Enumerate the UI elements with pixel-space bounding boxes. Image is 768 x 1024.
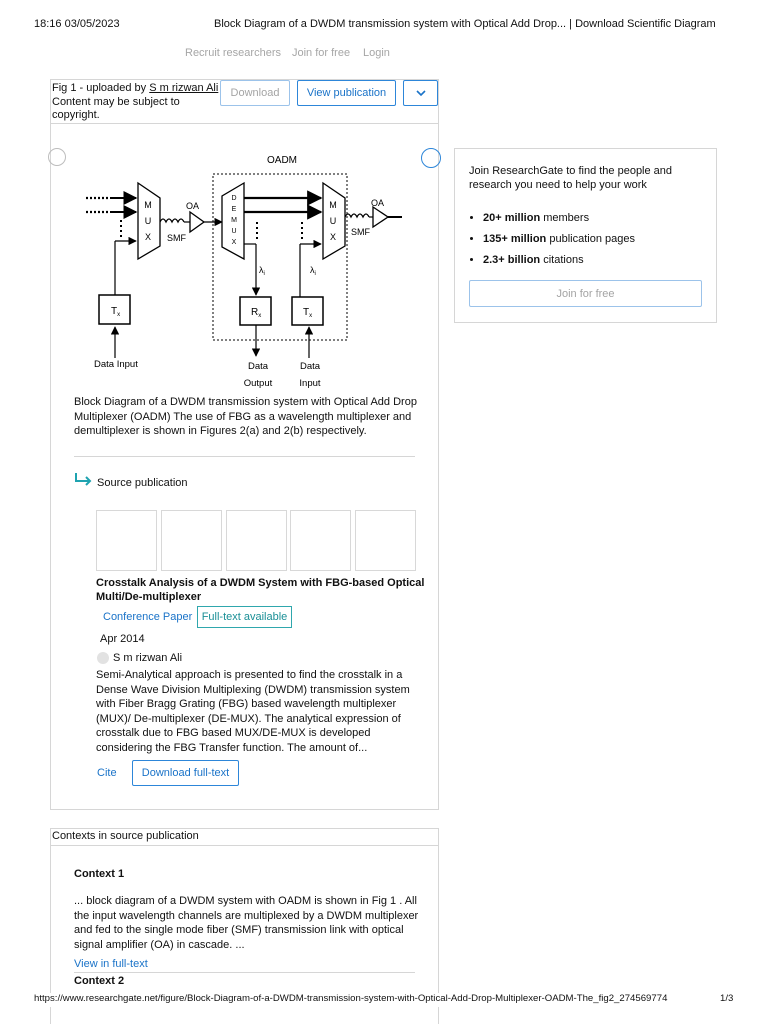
- publication-title-line: Multi/De-multiplexer: [96, 590, 202, 603]
- demux-letter: U: [231, 228, 237, 235]
- view-publication-button[interactable]: View publication: [297, 80, 396, 106]
- tx-label: $T_x$: [111, 306, 121, 318]
- stat-value: 2.3+ billion: [483, 254, 541, 266]
- demux-letter: M: [231, 217, 237, 224]
- stat-item: [483, 233, 635, 245]
- context-2-title: Context 2: [74, 975, 125, 987]
- next-figure-button[interactable]: [421, 148, 441, 168]
- stat-label: citations: [540, 254, 584, 266]
- caption-line: Block Diagram of a DWDM transmission system with Optical Add Drop: [74, 396, 417, 408]
- mux-letter: U: [329, 216, 337, 226]
- copyright-line-1: Content may be subject to: [52, 95, 180, 108]
- optical-amplifier-2: [373, 207, 388, 227]
- context-line: and fed to the single mode fiber (SMF) transmission link with optical: [74, 924, 404, 936]
- uploader-link[interactable]: S m rizwan Ali: [149, 82, 219, 94]
- source-publication-heading: Source publication: [97, 477, 188, 489]
- context-line: the input wavelength channels are multiplexed by a DWDM multiplexer: [74, 909, 419, 922]
- smf-coil-2: [345, 214, 369, 217]
- publication-type: Conference Paper: [103, 611, 193, 623]
- publication-page-thumbnail[interactable]: [355, 510, 416, 571]
- smf-label-2: SMF: [351, 227, 370, 237]
- fulltext-available-badge: Full-text available: [197, 606, 292, 628]
- tx-add-label: $T_x$: [303, 307, 313, 319]
- demux-letter: D: [231, 195, 237, 202]
- publication-page-thumbnail[interactable]: [226, 510, 287, 571]
- oadm-label: OADM: [267, 155, 297, 166]
- author-name[interactable]: S m rizwan Ali: [113, 652, 183, 664]
- copyright-line-2: copyright.: [52, 109, 100, 121]
- sidebar-join-button[interactable]: Join for free: [469, 280, 702, 307]
- publication-abstract: [96, 668, 410, 755]
- abstract-line: considering the FBG Transfer function. The amount of...: [96, 741, 368, 754]
- figure-caption: [74, 395, 417, 439]
- abstract-line: crosstalk due to FBG based MUX/DE-MUX is developed: [96, 727, 371, 739]
- sidebar-stats: [469, 212, 635, 275]
- stat-value: 135+ million: [483, 233, 547, 245]
- mux-letter: X: [329, 232, 337, 242]
- context-divider: [74, 972, 415, 973]
- print-footer-url: https://www.researchgate.net/figure/Block-Diagram-of-a-DWDM-transmission-system-with-Optical-Add-Drop-Multiplexer-OADM-The_fig2_274569774: [34, 993, 714, 1007]
- mux-letter: U: [144, 216, 152, 226]
- rx-label: $R_x$: [251, 307, 262, 319]
- lambda-drop-label: $\lambda_i$: [259, 265, 265, 277]
- context-1-title: Context 1: [74, 868, 125, 880]
- sidebar-intro-line: research you need to help your work: [469, 178, 647, 191]
- sidebar-intro-line: Join ResearchGate to find the people and: [469, 165, 673, 177]
- author-avatar: [97, 652, 109, 664]
- contexts-divider: [50, 845, 439, 846]
- sidebar-intro: [469, 165, 672, 192]
- previous-figure-button[interactable]: [48, 148, 66, 166]
- oa-label: OA: [186, 201, 200, 211]
- data-input-label: Data Input: [94, 359, 138, 370]
- publication-page-thumbnail[interactable]: [96, 510, 157, 571]
- source-arrow-icon: [73, 472, 93, 488]
- context-1-text: [74, 894, 418, 952]
- demux-letter: E: [231, 206, 237, 213]
- view-in-fulltext-link[interactable]: View in full-text: [74, 958, 148, 970]
- stat-value: 20+ million: [483, 212, 541, 224]
- demux-letter: X: [231, 239, 237, 246]
- nav-join-for-free[interactable]: Join for free: [292, 47, 351, 59]
- publication-title-line: Crosstalk Analysis of a DWDM System with FBG-based Optical: [96, 577, 425, 589]
- abstract-line: with Fiber Bragg Grating (FBG) based wavelength multiplexer: [96, 698, 397, 710]
- smf-coil: [160, 219, 184, 222]
- publication-page-thumbnail[interactable]: [161, 510, 222, 571]
- nav-login[interactable]: Login: [363, 47, 390, 59]
- figure-card-divider: [50, 123, 439, 124]
- caption-divider: [74, 456, 415, 457]
- stat-item: [483, 212, 635, 224]
- mux-letter: M: [144, 200, 152, 210]
- lambda-add-label: $\lambda_i$: [310, 265, 316, 277]
- nav-recruit-researchers[interactable]: Recruit researchers: [185, 47, 281, 59]
- contexts-heading: Contexts in source publication: [52, 830, 199, 842]
- print-page-title: Block Diagram of a DWDM transmission system with Optical Add Drop... | Download Scientific Diagram: [214, 18, 716, 30]
- oa-label-2: OA: [371, 198, 385, 208]
- abstract-line: (MUX)/ De-multiplexer (DE-MUX). The analytical expression of: [96, 712, 401, 725]
- caption-line: Multiplexer (OADM) The use of FBG as a wavelength multiplexer and: [74, 410, 412, 423]
- abstract-line: Dense Wave Division Multiplexing (DWDM) transmission system: [96, 683, 410, 696]
- more-options-button[interactable]: [403, 80, 438, 106]
- uploaded-by-prefix: Fig 1 - uploaded by: [52, 82, 150, 94]
- print-datetime: 18:16 03/05/2023: [34, 18, 120, 30]
- figure-upload-info: [52, 82, 218, 123]
- stat-label: members: [540, 212, 590, 224]
- context-line: signal amplifier (OA) in cascade. ...: [74, 938, 245, 951]
- data-input-add-label-2: Input: [299, 378, 321, 389]
- data-input-add-label-1: Data: [299, 361, 321, 372]
- print-footer-page: 1/3: [720, 993, 734, 1004]
- dwdm-block-diagram: [80, 150, 410, 392]
- download-fulltext-button[interactable]: Download full-text: [132, 760, 239, 786]
- stat-item: [483, 254, 635, 266]
- cite-button[interactable]: Cite: [97, 767, 117, 779]
- smf-label: SMF: [167, 233, 186, 243]
- chevron-down-icon: [415, 89, 427, 97]
- data-output-label-1: Data: [247, 361, 269, 372]
- data-output-label-2: Output: [243, 378, 273, 389]
- publication-date: Apr 2014: [100, 633, 145, 645]
- download-button[interactable]: Download: [220, 80, 290, 106]
- publication-title[interactable]: [96, 577, 424, 604]
- mux-letter: X: [144, 232, 152, 242]
- optical-amplifier: [190, 212, 204, 232]
- publication-page-thumbnail[interactable]: [290, 510, 351, 571]
- mux-letter: M: [329, 200, 337, 210]
- context-line: ... block diagram of a DWDM system with OADM is shown in Fig 1 . All: [74, 895, 417, 907]
- stat-label: publication pages: [546, 233, 635, 245]
- caption-line: demultiplexer is shown in Figures 2(a) and 2(b) respectively.: [74, 425, 367, 437]
- abstract-line: Semi-Analytical approach is presented to find the crosstalk in a: [96, 669, 403, 681]
